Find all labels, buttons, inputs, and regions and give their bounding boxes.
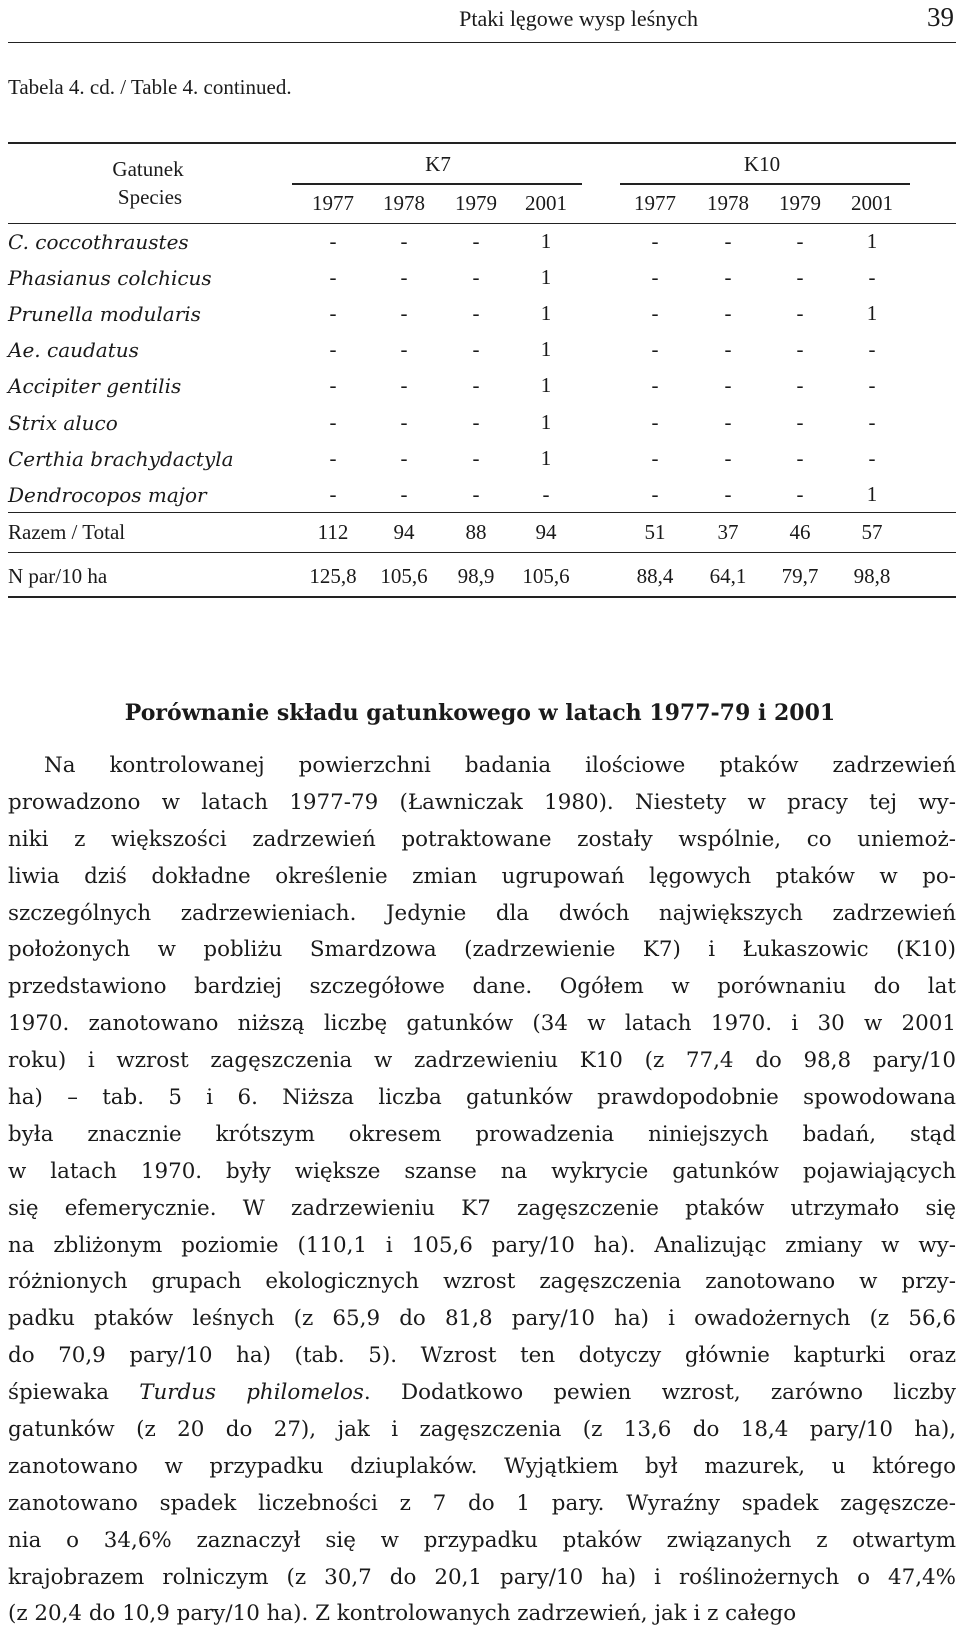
total-label: Razem / Total (8, 520, 126, 544)
table-cell: - (651, 229, 659, 253)
text-line: na zbliżonym poziomie (110,1 i 105,6 pary/10 ha). Analizując zmiany w wy- (8, 1232, 956, 1258)
year-header: 1979 (455, 191, 497, 215)
table-cell: - (400, 337, 408, 361)
density-cell: 98,9 (457, 564, 495, 588)
text-line: położonych w pobliżu Smardzowa (zadrzewienie K7) i Łukaszowic (K10) (8, 937, 956, 963)
text-line: była znacznie krótszym okresem prowadzenia niniejszych badań, stąd (8, 1121, 956, 1147)
table-cell: - (868, 446, 876, 470)
table-cell: - (724, 229, 732, 253)
total-cell: 51 (644, 520, 666, 544)
text-line: do 70,9 pary/10 ha) (tab. 5). Wzrost ten dotyczy głównie kapturki oraz (8, 1343, 956, 1369)
density-cell: 64,1 (709, 564, 747, 588)
total-cell: 88 (465, 520, 487, 544)
species-name: Dendrocopos major (8, 483, 207, 507)
table-cell: - (651, 373, 659, 397)
table-cell: - (868, 410, 876, 434)
text-line: przedstawiono bardziej szczegółowe dane. Ogółem w porównaniu do lat (8, 974, 956, 1000)
species-name: C. coccothraustes (8, 230, 189, 254)
table-cell: - (796, 482, 804, 506)
table-cell: - (651, 265, 659, 289)
group-header-k10: K10 (743, 152, 781, 176)
species-name: Strix aluco (8, 411, 118, 435)
total-cell: 94 (393, 520, 415, 544)
table-cell: 1 (540, 301, 552, 325)
table-cell: - (724, 301, 732, 325)
year-header: 1977 (312, 191, 354, 215)
density-cell: 105,6 (522, 564, 570, 588)
density-label: N par/10 ha (8, 564, 108, 588)
table-cell: - (400, 229, 408, 253)
text-line-with-species (8, 1375, 956, 1412)
table-cell: - (796, 265, 804, 289)
text-line: nia o 34,6% zaznaczył się w przypadku ptaków związanych z otwartym (8, 1527, 956, 1553)
species-header-en: Species (117, 185, 183, 209)
page-number: 39 (927, 2, 954, 32)
table-cell: - (651, 337, 659, 361)
table-cell: - (472, 337, 480, 361)
running-title: Ptaki lęgowe wysp leśnych (459, 6, 698, 31)
table-cell: - (651, 410, 659, 434)
year-header: 1978 (707, 191, 749, 215)
species-name: Phasianus colchicus (8, 266, 212, 290)
table-cell: - (472, 410, 480, 434)
table-cell: - (796, 373, 804, 397)
header-bottom-rule (8, 223, 956, 224)
table-cell: - (796, 337, 804, 361)
table-cell: 1 (540, 229, 552, 253)
table-cell: - (542, 482, 550, 506)
table-cell: - (472, 482, 480, 506)
table-cell: - (400, 482, 408, 506)
density-cell: 88,4 (636, 564, 674, 588)
table-cell: - (868, 265, 876, 289)
table-cell: - (472, 373, 480, 397)
text-line: niki z większości zadrzewień potraktowane zostały wspólnie, co uniemoż- (8, 826, 956, 852)
total-cell: 94 (535, 520, 557, 544)
density-cell: 125,8 (309, 564, 357, 588)
table-cell: - (724, 337, 732, 361)
text-line: roku) i wzrost zagęszczenia w zadrzewieniu K10 (z 77,4 do 98,8 pary/10 (8, 1048, 956, 1074)
table-cell: - (868, 373, 876, 397)
text-segment: . Dodatkowo pewien wzrost, zarówno liczby (363, 1380, 956, 1406)
body-paragraph (8, 748, 956, 1633)
table-cell: - (472, 446, 480, 470)
table-cell: - (329, 446, 337, 470)
table-cell: 1 (540, 265, 552, 289)
table-cell: 1 (540, 337, 552, 361)
text-line: różnionych grupach ekologicznych wzrost zagęszczenia zanotowano w przy- (8, 1269, 956, 1295)
year-header: 1977 (634, 191, 676, 215)
total-cell: 46 (789, 520, 811, 544)
text-line: Na kontrolowanej powierzchni badania ilościowe ptaków zadrzewień (44, 753, 956, 778)
table-cell: - (796, 446, 804, 470)
table-cell: - (400, 265, 408, 289)
group-header-k7: K7 (425, 152, 451, 176)
table-cell: - (651, 446, 659, 470)
section-heading: Porównanie składu gatunkowego w latach 1977-79 i 2001 (124, 700, 836, 726)
species-name: Accipiter gentilis (8, 374, 182, 398)
table-cell: - (329, 373, 337, 397)
table-bottom-rule (8, 596, 956, 598)
table-cell: 1 (540, 446, 552, 470)
species-name: Ae. caudatus (8, 338, 139, 362)
species-name-italic: Turdus philomelos (139, 1380, 364, 1406)
total-bottom-rule (8, 552, 956, 553)
text-line: zanotowano spadek liczebności z 7 do 1 pary. Wyraźny spadek zagęszcze- (8, 1490, 956, 1516)
total-cell: 37 (717, 520, 739, 544)
text-segment: śpiewaka (8, 1380, 109, 1406)
table-cell: 1 (866, 301, 878, 325)
table-cell: - (472, 265, 480, 289)
table-cell: - (651, 301, 659, 325)
year-header: 2001 (525, 191, 567, 215)
table-cell: - (724, 446, 732, 470)
text-line: prowadzono w latach 1977-79 (Ławniczak 1980). Niestety w pracy tej wy- (8, 789, 956, 815)
table-cell: - (329, 337, 337, 361)
table-caption: Tabela 4. cd. / Table 4. continued. (8, 75, 292, 99)
species-name: Prunella modularis (8, 302, 201, 326)
species-name: Certhia brachydactyla (8, 447, 234, 471)
table-cell: - (796, 229, 804, 253)
table-cell: - (400, 373, 408, 397)
text-line: się efemerycznie. W zadrzewieniu K7 zagęszczenie ptaków utrzymało się (8, 1195, 956, 1221)
text-line: 1970. zanotowano niższą liczbę gatunków (34 w latach 1970. i 30 w 2001 (8, 1011, 956, 1037)
table-cell: 1 (866, 482, 878, 506)
body-bottom-rule (8, 512, 956, 513)
year-header: 2001 (851, 191, 893, 215)
table-cell: - (472, 301, 480, 325)
table-cell: - (724, 410, 732, 434)
table-cell: - (329, 410, 337, 434)
table-cell: - (724, 373, 732, 397)
text-line: szczególnych zadrzewieniach. Jedynie dla dwóch największych zadrzewień (8, 900, 956, 926)
text-line: gatunków (z 20 do 27), jak i zagęszczenia (z 13,6 do 18,4 pary/10 ha), (8, 1417, 956, 1443)
table-cell: - (329, 265, 337, 289)
table-cell: - (724, 482, 732, 506)
table-cell: - (329, 229, 337, 253)
table-cell: - (400, 301, 408, 325)
table-top-rule (8, 142, 956, 144)
table-cell: - (796, 410, 804, 434)
table-cell: 1 (540, 410, 552, 434)
text-line: liwia dziś dokładne określenie zmian ugrupowań lęgowych ptaków w po- (8, 863, 956, 889)
text-line: krajobrazem rolniczym (z 30,7 do 20,1 pary/10 ha) i roślinożernych o 47,4% (8, 1564, 956, 1590)
table-cell: - (329, 482, 337, 506)
table-cell: 1 (540, 373, 552, 397)
year-header: 1978 (383, 191, 425, 215)
total-cell: 57 (861, 520, 883, 544)
text-line: ha) – tab. 5 i 6. Niższa liczba gatunków prawdopodobnie spowodowana (8, 1085, 956, 1111)
table-cell: - (400, 410, 408, 434)
table-cell: - (868, 337, 876, 361)
running-header (8, 0, 956, 43)
text-line: zanotowano w przypadku dziuplaków. Wyjątkiem był mazurek, u którego (8, 1453, 956, 1479)
text-line: padku ptaków leśnych (z 65,9 do 81,8 pary/10 ha) i owadożernych (z 56,6 (8, 1306, 956, 1332)
table-cell: - (651, 482, 659, 506)
text-line: (z 20,4 do 10,9 pary/10 ha). Z kontrolowanych zadrzewień, jak i z całego (8, 1601, 797, 1627)
text-line: w latach 1970. były większe szanse na wykrycie gatunków pojawiających (8, 1158, 956, 1184)
table-cell: - (724, 265, 732, 289)
total-cell: 112 (317, 520, 349, 544)
group-rule-k7 (292, 183, 582, 185)
table-cell: - (472, 229, 480, 253)
table-cell: - (796, 301, 804, 325)
table-cell: 1 (866, 229, 878, 253)
density-cell: 98,8 (853, 564, 891, 588)
density-cell: 79,7 (781, 564, 819, 588)
density-cell: 105,6 (380, 564, 428, 588)
table-cell: - (329, 301, 337, 325)
year-header: 1979 (779, 191, 821, 215)
table-cell: - (400, 446, 408, 470)
species-header-pl: Gatunek (112, 157, 184, 181)
group-rule-k10 (620, 183, 910, 185)
